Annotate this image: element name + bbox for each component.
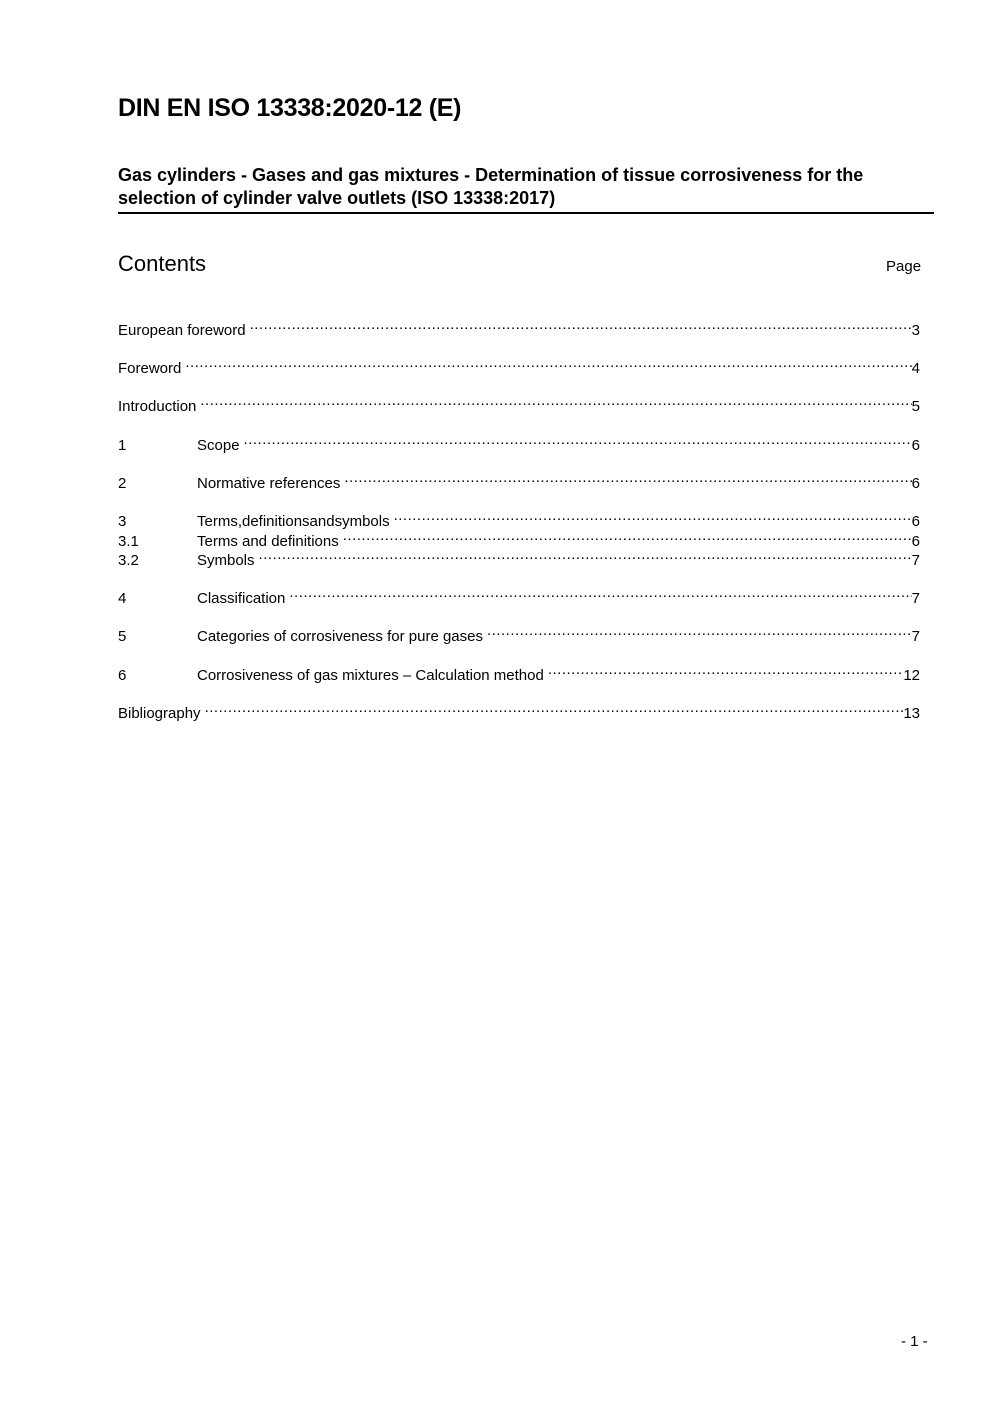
- toc-entry-categories-of-corrosiveness[interactable]: [118, 621, 920, 645]
- toc-leader-dots: [244, 430, 912, 450]
- toc-entry-classification[interactable]: [118, 583, 920, 607]
- toc-entry-bibliography[interactable]: [118, 698, 920, 722]
- toc-entry-page: 4: [911, 360, 920, 377]
- toc-leader-dots: [185, 353, 911, 373]
- toc-entry-number: 2: [118, 475, 127, 492]
- toc-entry-terms-and-definitions[interactable]: [118, 526, 920, 550]
- toc-entry-european-foreword[interactable]: [118, 315, 920, 339]
- toc-entry-page: 6: [911, 475, 920, 492]
- toc-entry-introduction[interactable]: [118, 391, 920, 415]
- toc-entry-title: Symbols: [197, 552, 255, 569]
- toc-entry-page: 6: [911, 533, 920, 550]
- document-subtitle: Gas cylinders - Gases and gas mixtures - Determination of tissue corrosiveness for the selection of cylinder valve outlets (ISO 13338:2017): [118, 164, 934, 214]
- toc-entry-title: Foreword: [118, 360, 182, 377]
- toc-entry-page: 7: [911, 552, 920, 569]
- contents-heading: Contents: [118, 251, 207, 276]
- toc-entry-title: Scope: [197, 437, 240, 454]
- toc-leader-dots: [548, 660, 903, 680]
- toc-entry-title: Bibliography: [118, 705, 201, 722]
- toc-entry-number: 3.1: [118, 533, 139, 550]
- toc-entry-page: 12: [903, 667, 920, 684]
- toc-entry-title: Introduction: [118, 398, 197, 415]
- toc-leader-dots: [289, 583, 911, 603]
- toc-entry-page: 13: [903, 705, 920, 722]
- toc-entry-terms-definitions-symbols[interactable]: [118, 506, 920, 530]
- toc-leader-dots: [259, 545, 912, 565]
- footer-page-number: - 1 -: [901, 1333, 928, 1350]
- page-column-label: Page: [886, 258, 922, 275]
- toc-entry-number: 1: [118, 437, 127, 454]
- toc-entry-title: Classification: [197, 590, 286, 607]
- toc-entry-page: 5: [911, 398, 920, 415]
- toc-entry-symbols[interactable]: [118, 545, 920, 569]
- toc-entry-number: 5: [118, 628, 127, 645]
- toc-leader-dots: [394, 506, 912, 526]
- toc-entry-page: 7: [911, 628, 920, 645]
- toc-entry-title: Categories of corrosiveness for pure gases: [197, 628, 483, 645]
- toc-entry-title: Normative references: [197, 475, 341, 492]
- toc-entry-title: Corrosiveness of gas mixtures – Calculation method: [197, 667, 544, 684]
- toc-entry-title: Terms,definitionsandsymbols: [197, 513, 390, 530]
- toc-entry-title: European foreword: [118, 322, 246, 339]
- toc-leader-dots: [343, 526, 912, 546]
- toc-leader-dots: [250, 315, 912, 335]
- toc-leader-dots: [344, 468, 911, 488]
- toc-entry-page: 3: [911, 322, 920, 339]
- toc-leader-dots: [200, 391, 911, 411]
- toc-entry-foreword[interactable]: [118, 353, 920, 377]
- toc-entry-number: 4: [118, 590, 127, 607]
- toc-entry-number: 6: [118, 667, 127, 684]
- toc-leader-dots: [487, 621, 912, 641]
- toc-entry-number: 3: [118, 513, 127, 530]
- document-id: DIN EN ISO 13338:2020-12 (E): [118, 94, 462, 122]
- toc-entry-corrosiveness-of-gas-mixtures[interactable]: [118, 660, 920, 684]
- toc-entry-title: Terms and definitions: [197, 533, 339, 550]
- toc-entry-normative-references[interactable]: [118, 468, 920, 492]
- toc-leader-dots: [205, 698, 904, 718]
- toc-entry-page: 7: [911, 590, 920, 607]
- toc-entry-page: 6: [911, 513, 920, 530]
- toc-entry-number: 3.2: [118, 552, 139, 569]
- toc-entry-page: 6: [911, 437, 920, 454]
- toc-entry-scope[interactable]: [118, 430, 920, 454]
